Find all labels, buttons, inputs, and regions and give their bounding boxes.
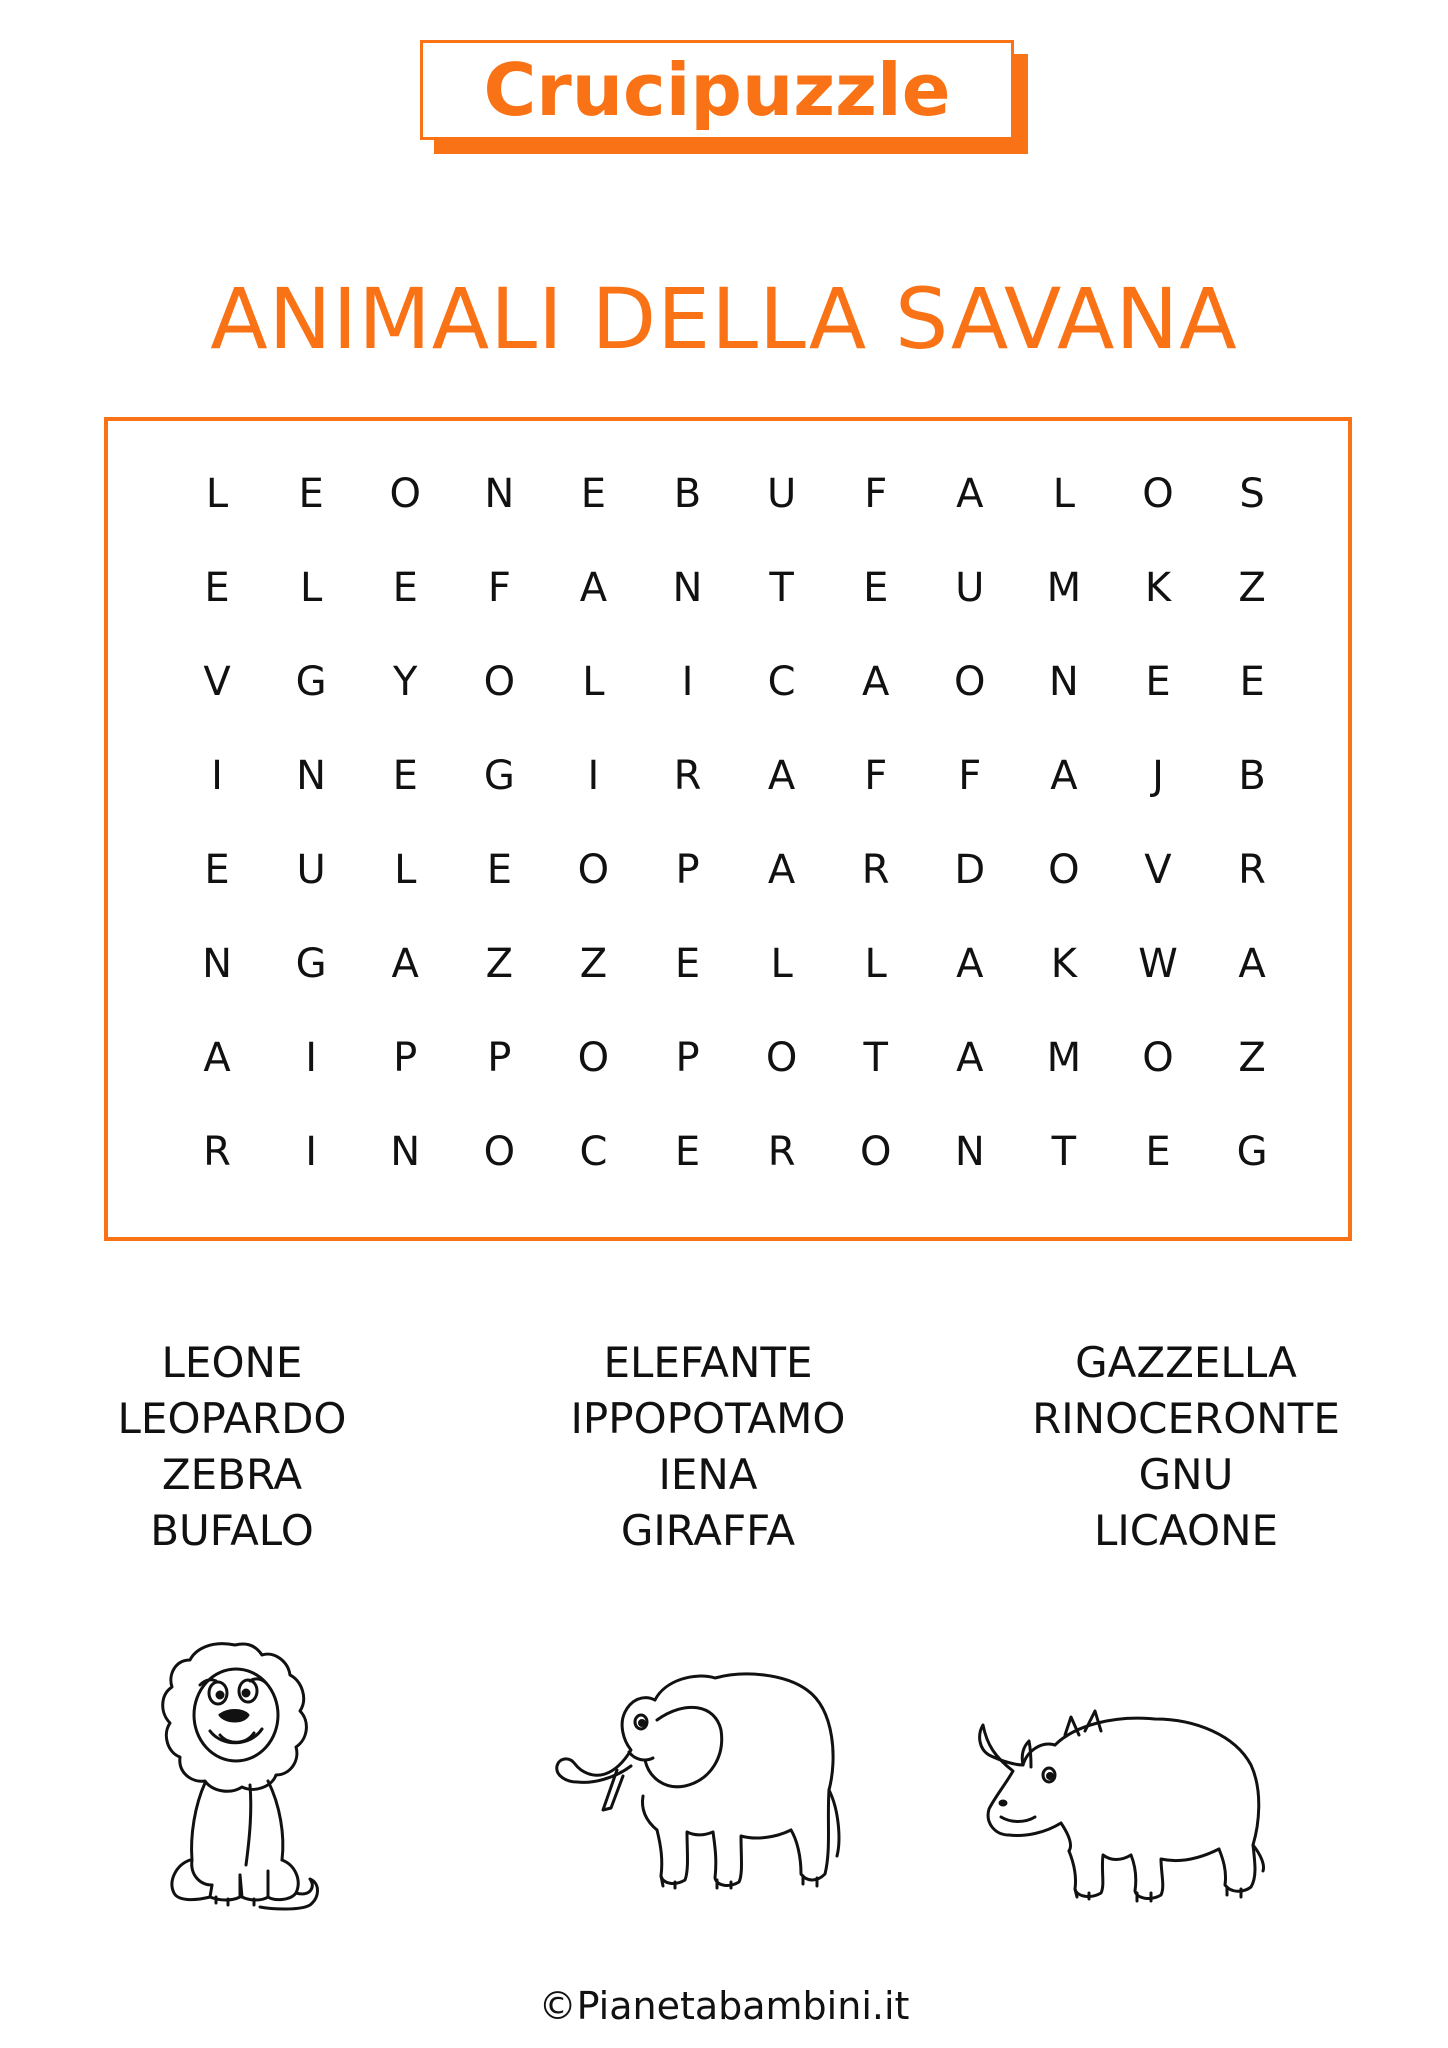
- grid-letter: T: [1051, 1129, 1077, 1175]
- grid-letter: I: [211, 753, 223, 799]
- grid-letter: A: [1238, 941, 1266, 987]
- grid-letter: O: [1048, 847, 1080, 893]
- word-list-item: GIRAFFA: [620, 1506, 796, 1555]
- grid-letter: G: [295, 659, 327, 705]
- badge-label: Crucipuzzle: [420, 40, 1014, 140]
- letter-grid: [170, 470, 1280, 1230]
- grid-letter: F: [864, 471, 888, 517]
- grid-letter: I: [305, 1035, 318, 1081]
- grid-letter: R: [1238, 847, 1266, 893]
- grid-letter: F: [487, 565, 511, 611]
- grid-letter: R: [767, 1129, 796, 1175]
- grid-letter: E: [1145, 659, 1171, 705]
- grid-letter: E: [298, 471, 324, 517]
- grid-letter: R: [861, 847, 890, 893]
- word-list-item: LICAONE: [1093, 1506, 1279, 1555]
- grid-letter: J: [1152, 753, 1164, 799]
- grid-letter: O: [954, 659, 986, 705]
- word-list-item: ELEFANTE: [603, 1338, 813, 1387]
- grid-letter: T: [769, 565, 794, 611]
- grid-letter: O: [577, 1035, 610, 1081]
- grid-letter: E: [674, 941, 701, 987]
- grid-letter: O: [483, 1129, 516, 1175]
- grid-letter: L: [1052, 471, 1076, 517]
- grid-letter: U: [296, 847, 326, 893]
- grid-letter: A: [579, 565, 608, 611]
- grid-letter: L: [864, 941, 887, 987]
- grid-letter: E: [204, 565, 230, 611]
- grid-letter: I: [305, 1129, 318, 1175]
- rhino-illustration: [965, 1705, 1265, 1915]
- grid-letter: O: [1142, 471, 1174, 517]
- grid-letter: E: [674, 1129, 701, 1175]
- grid-letter: F: [958, 753, 982, 799]
- grid-letter: T: [863, 1035, 888, 1081]
- grid-letter: A: [862, 659, 890, 705]
- word-list-item: RINOCERONTE: [1032, 1394, 1340, 1443]
- word-list-column-1: [22, 1335, 442, 1559]
- grid-letter: P: [675, 1035, 700, 1081]
- grid-letter: I: [681, 659, 694, 705]
- grid-letter: B: [673, 471, 702, 517]
- word-list-item: ZEBRA: [161, 1450, 303, 1499]
- grid-letter: P: [487, 1035, 512, 1081]
- grid-letter: G: [295, 941, 327, 987]
- grid-letter: W: [1138, 941, 1178, 987]
- grid-letter: O: [577, 847, 610, 893]
- grid-letter: E: [1239, 659, 1265, 705]
- grid-letter: C: [767, 659, 796, 705]
- word-list-column-3: [976, 1335, 1396, 1559]
- grid-letter: A: [767, 847, 796, 893]
- grid-letter: O: [859, 1129, 892, 1175]
- grid-letter: N: [1048, 659, 1079, 705]
- grid-letter: A: [956, 471, 984, 517]
- grid-letter: L: [770, 941, 793, 987]
- grid-letter: A: [956, 941, 984, 987]
- grid-letter: F: [864, 753, 888, 799]
- grid-letter: K: [1050, 941, 1077, 987]
- grid-letter: P: [393, 1035, 418, 1081]
- title-badge: [420, 40, 1028, 146]
- grid-letter: R: [203, 1129, 231, 1175]
- grid-letter: V: [1144, 847, 1172, 893]
- grid-letter: A: [956, 1035, 984, 1081]
- grid-letter: V: [203, 659, 231, 705]
- grid-letter: D: [954, 847, 986, 893]
- grid-letter: S: [1239, 471, 1265, 517]
- grid-letter: P: [675, 847, 700, 893]
- grid-letter: L: [394, 847, 417, 893]
- word-list-item: GNU: [1138, 1450, 1234, 1499]
- grid-letter: N: [202, 941, 232, 987]
- word-list-item: IENA: [658, 1450, 758, 1499]
- grid-letter: G: [483, 753, 515, 799]
- grid-letter: G: [1236, 1129, 1268, 1175]
- footer-copyright: ©Pianetabambini.it: [538, 1984, 910, 2028]
- page-title: ANIMALI DELLA SAVANA: [210, 270, 1238, 368]
- grid-letter: O: [389, 471, 421, 517]
- grid-letter: A: [1050, 753, 1078, 799]
- grid-letter: E: [204, 847, 230, 893]
- grid-letter: L: [299, 565, 323, 611]
- grid-letter: L: [582, 659, 605, 705]
- grid-letter: B: [1238, 753, 1266, 799]
- grid-letter: N: [296, 753, 327, 799]
- grid-letter: N: [954, 1129, 985, 1175]
- grid-letter: Z: [485, 941, 514, 987]
- grid-letter: N: [390, 1129, 421, 1175]
- grid-letter: A: [767, 753, 796, 799]
- grid-letter: N: [484, 471, 515, 517]
- word-list-item: IPPOPOTAMO: [570, 1394, 846, 1443]
- word-list-item: BUFALO: [150, 1506, 314, 1555]
- grid-letter: A: [391, 941, 419, 987]
- word-list-column-2: [498, 1335, 918, 1559]
- grid-letter: Z: [1238, 565, 1266, 611]
- elephant-illustration: [545, 1660, 845, 1910]
- grid-letter: E: [863, 565, 889, 611]
- grid-letter: E: [392, 753, 418, 799]
- grid-letter: Y: [393, 659, 418, 705]
- lion-illustration: [150, 1635, 320, 1915]
- grid-letter: C: [579, 1129, 608, 1175]
- word-list-item: LEOPARDO: [117, 1394, 347, 1443]
- grid-letter: O: [765, 1035, 798, 1081]
- grid-letter: O: [483, 659, 516, 705]
- grid-letter: A: [203, 1035, 231, 1081]
- grid-letter: U: [955, 565, 985, 611]
- grid-letter: I: [587, 753, 600, 799]
- grid-letter: E: [580, 471, 607, 517]
- grid-letter: Z: [1238, 1035, 1266, 1081]
- grid-letter: E: [1145, 1129, 1171, 1175]
- grid-letter: M: [1046, 565, 1082, 611]
- word-list-item: GAZZELLA: [1075, 1338, 1297, 1387]
- grid-letter: M: [1046, 1035, 1082, 1081]
- grid-letter: U: [766, 471, 797, 517]
- grid-letter: K: [1144, 565, 1172, 611]
- grid-letter: E: [392, 565, 418, 611]
- grid-letter: O: [1142, 1035, 1174, 1081]
- grid-letter: Z: [579, 941, 608, 987]
- grid-letter: L: [205, 471, 229, 517]
- grid-letter: R: [673, 753, 702, 799]
- word-list-item: LEONE: [161, 1338, 303, 1387]
- grid-letter: E: [486, 847, 512, 893]
- grid-letter: N: [672, 565, 703, 611]
